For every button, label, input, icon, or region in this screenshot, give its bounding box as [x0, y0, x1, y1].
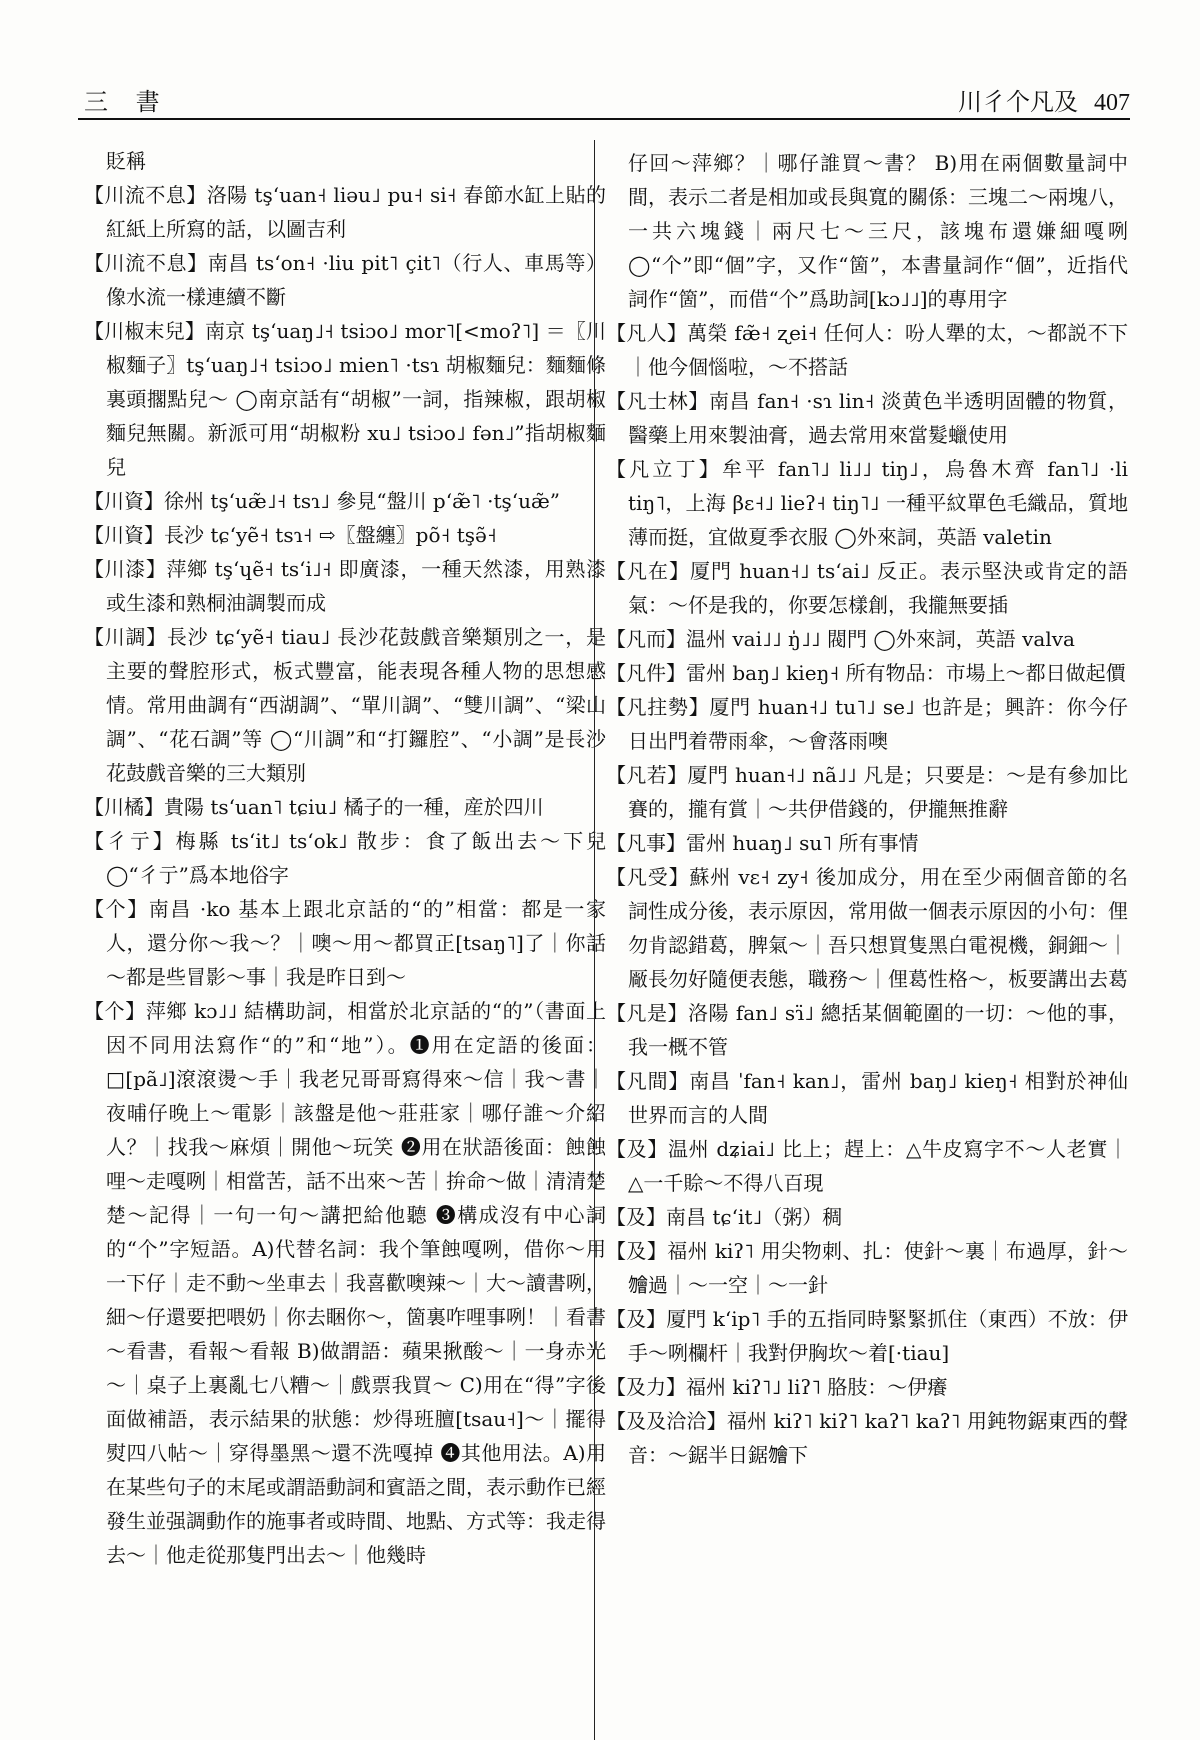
dictionary-entry: 【川資】長沙 tɕʻyẽ˧ tsɿ˧ ⇨〖盤纏〗põ˧ tşə̃˧: [84, 523, 497, 547]
dictionary-entry: 【川椒末兒】南京 tşʻuaŋ˩˧ tsiɔo˩ mor˥[<moʔ˥] ＝〖川椒麵子〗tşʻuaŋ˩˧ tsiɔo˩ mien˥ ·tsɿ 胡椒麵兒：麵麵條裏頭擱點兒～ ◯南京話有“胡椒”一詞，指辣椒，跟胡椒麵兒無關。新派可用“胡椒粉 xu˩ tsiɔo˩ fən˩”指胡椒麵兒: [84, 319, 606, 479]
dictionary-entry: 【及力】福州 kiʔ˥˩ liʔ˥ 胳肢：～伊癢: [606, 1375, 948, 1399]
dictionary-entry: 【凡人】萬榮 fæ̃˧ ʐei˧ 任何人：吩人犟的太，～都説不下｜他今個惱啦，～不搭話: [606, 321, 1128, 379]
dictionary-entry: 【及】南昌 tɕʻit˩（粥）稠: [606, 1205, 843, 1229]
dictionary-entry: 【凡受】蘇州 vɛ˧ zy˧ 後加成分，用在至少兩個音節的名詞性成分後，表示原因，常用做一個表示原因的小句：俚勿肯認錯葛，脾氣～｜吾只想買隻黑白電視機，銅鈿～｜厰長勿好隨便表態，職務～｜俚葛性格～，板要講出去葛: [606, 865, 1128, 991]
page-number: 407: [1094, 90, 1130, 116]
header-right: [958, 82, 1130, 117]
dictionary-entry: 【及】温州 dʑiai˩ 比上；趕上：△牛皮寫字不～人老實｜△一千賒～不得八百現: [606, 1137, 1128, 1195]
header-rule: [78, 118, 1130, 120]
dictionary-entry: 【及及洽洽】福州 kiʔ˥ kiʔ˥ kaʔ˥ kaʔ˥ 用鈍物鋸東西的聲音：～鋸半日鋸𣍐下: [606, 1409, 1128, 1467]
running-header: [78, 74, 1130, 122]
right-column: [606, 146, 1128, 1472]
guide-words: 川彳个凡及: [958, 88, 1078, 116]
section-title: 三 書: [84, 88, 170, 116]
dictionary-entry: 【川資】徐州 tşʻuæ̃˩˧ tsɿ˩ 參見“盤川 pʻæ̃˥ ·tşʻuæ̃”: [84, 489, 561, 513]
dictionary-entry: 【川漆】萍鄉 tşʻɥẽ˧ tsʻi˩˧ 即廣漆，一種天然漆，用熟漆或生漆和熟桐油調製而成: [84, 557, 606, 615]
dictionary-entry: 【凡事】雷州 huaŋ˩ su˥ 所有事情: [606, 831, 919, 855]
dictionary-entry: 【凡若】厦門 huan˧˩ nã˩˩ 凡是；只要是：～是有參加比賽的，攏有賞｜～共伊借錢的，伊攏無推辭: [606, 763, 1128, 821]
dictionary-entry: 【及】厦門 kʻip˥ 手的五指同時緊緊抓住（東西）不放：伊手～咧欄杆｜我對伊胸坎～着[·tiau]: [606, 1307, 1128, 1365]
dictionary-entry: 【彳亍】梅縣 tsʻit˩ tsʻok˩ 散步：食了飯出去～下兒 ◯“彳亍”爲本地俗字: [84, 829, 606, 887]
dictionary-entry: 【凡士林】南昌 fan˧ ·sɿ lin˧ 淡黄色半透明固體的物質，醫藥上用來製油膏，過去常用來當髮蠟使用: [606, 389, 1128, 447]
dictionary-entry: 【个】萍鄉 kɔ˩˩ 結構助詞，相當於北京話的“的”（書面上因不同用法寫作“的”和“地”）。❶用在定語的後面：□[pã˩]滾滾燙～手｜我老兄哥哥寫得來～信｜我～書｜夜晡仔晚上～電影｜該盤是他～莊莊家｜哪仔誰～介紹人？｜找我～麻煩｜開他～玩笑 ❷用在狀語後面：蝕蝕哩～走嘎咧｜相當苦，話不出來～苦｜拚命～做｜清清楚楚～記得｜一句一句～講把給他聽 ❸構成沒有中心詞的“个”字短語。A)代替名詞：我个筆蝕嘎咧，借你～用一下仔｜走不動～坐車去｜我喜歡噢辣～｜大～讀書咧，細～仔還要把喂奶｜你去睏你～，箇裏咋哩事咧！｜看書～看書，看報～看報 B)做謂語：蘋果揪酸～｜一身赤光～｜桌子上裏亂七八糟～｜戲票我買～ C)用在“得”字後面做補語，表示結果的狀態：炒得班膻[tsau˧]～｜擺得熨四八帖～｜穿得墨黑～還不洗嘎掉 ❹其他用法。A)用在某些句子的末尾或謂語動詞和賓語之間，表示動作已經發生並强調動作的施事者或時間、地點、方式等：我走得去～｜他走從那隻門出去～｜他幾時: [84, 999, 606, 1567]
dictionary-entry: 【个】南昌 ·ko 基本上跟北京話的“的”相當：都是一家人，還分你～我～？｜噢～用～都買正[tsaŋ˥]了｜你話～都是些冒影～事｜我是昨日到～: [84, 897, 606, 989]
dictionary-entry: 【凡而】温州 vai˩˩ ŋ̍˩˩ 閥門 ◯外來詞，英語 valva: [606, 627, 1075, 651]
column-divider: [594, 140, 595, 1740]
dictionary-entry: 【凡拄勢】厦門 huan˧˩ tu˥˩ se˩ 也許是；興許：你今仔日出門着帶雨傘，～會落雨噢: [606, 695, 1128, 753]
dictionary-entry: 【川橘】貴陽 tsʻuan˥ tɕiu˩ 橘子的一種，産於四川: [84, 795, 544, 819]
dictionary-entry: 【川調】長沙 tɕʻyẽ˧ tiau˩ 長沙花鼓戲音樂類別之一，是主要的聲腔形式，板式豐富，能表現各種人物的思想感情。常用曲調有“西湖調”、“單川調”、“雙川調”、“梁山調”、“花石調”等 ◯“川調”和“打鑼腔”、“小調”是長沙花鼓戲音樂的三大類別: [84, 625, 606, 785]
dictionary-entry: 【凡件】雷州 baŋ˩ kieŋ˧ 所有物品：市場上～都日做起價: [606, 661, 1126, 685]
dictionary-entry: 【凡在】厦門 huan˧˩ tsʻai˩ 反正。表示堅決或肯定的語氣：～伓是我的，你要怎樣創，我攏無要插: [606, 559, 1128, 617]
dictionary-entry: 【凡間】南昌 ˈfan˧ kan˩，雷州 baŋ˩ kieŋ˧ 相對於神仙世界而言的人間: [606, 1069, 1128, 1127]
entry-continuation: 仔回～萍鄉？｜哪仔誰買～書？ B)用在兩個數量詞中間，表示二者是相加或長與寬的關係：三塊二～兩塊八，一共六塊錢｜兩尺七～三尺，該塊布還嫌細嘎咧 ◯“个”即“個”字，又作“箇”，本書量詞作“個”，近指代詞作“箇”，而借“个”爲助詞[kɔ˩˩]的專用字: [628, 151, 1128, 311]
dictionary-entry: 【凡立丁】牟平 fan˥˩ li˩˩ tiŋ˩，烏魯木齊 fan˥˩ ·li tiŋ˥，上海 βɛ˧˩ lieʔ˧ tiŋ˥˩ 一種平紋單色毛織品，質地薄而挺，宜做夏季衣服 ◯外來詞，英語 valetin: [606, 457, 1128, 549]
entry-continuation: 貶稱: [106, 149, 146, 173]
left-column: [84, 144, 606, 1572]
dictionary-entry: 【川流不息】南昌 tsʻon˧ ·liu pit˥ çit˥（行人、車馬等）像水流一樣連續不斷: [84, 251, 606, 309]
dictionary-entry: 【凡是】洛陽 fan˩ sɿ̈˩ 總括某個範圍的一切：～他的事，我一概不管: [606, 1001, 1128, 1059]
dictionary-entry: 【及】福州 kiʔ˥ 用尖物刺、扎：使針～裏｜布過厚，針～𣍐過｜～一空｜～一針: [606, 1239, 1128, 1297]
dictionary-entry: 【川流不息】洛陽 tşʻuan˧ liəu˩ pu˧ si˧ 春節水缸上貼的紅紙上所寫的話，以圖吉利: [84, 183, 606, 241]
